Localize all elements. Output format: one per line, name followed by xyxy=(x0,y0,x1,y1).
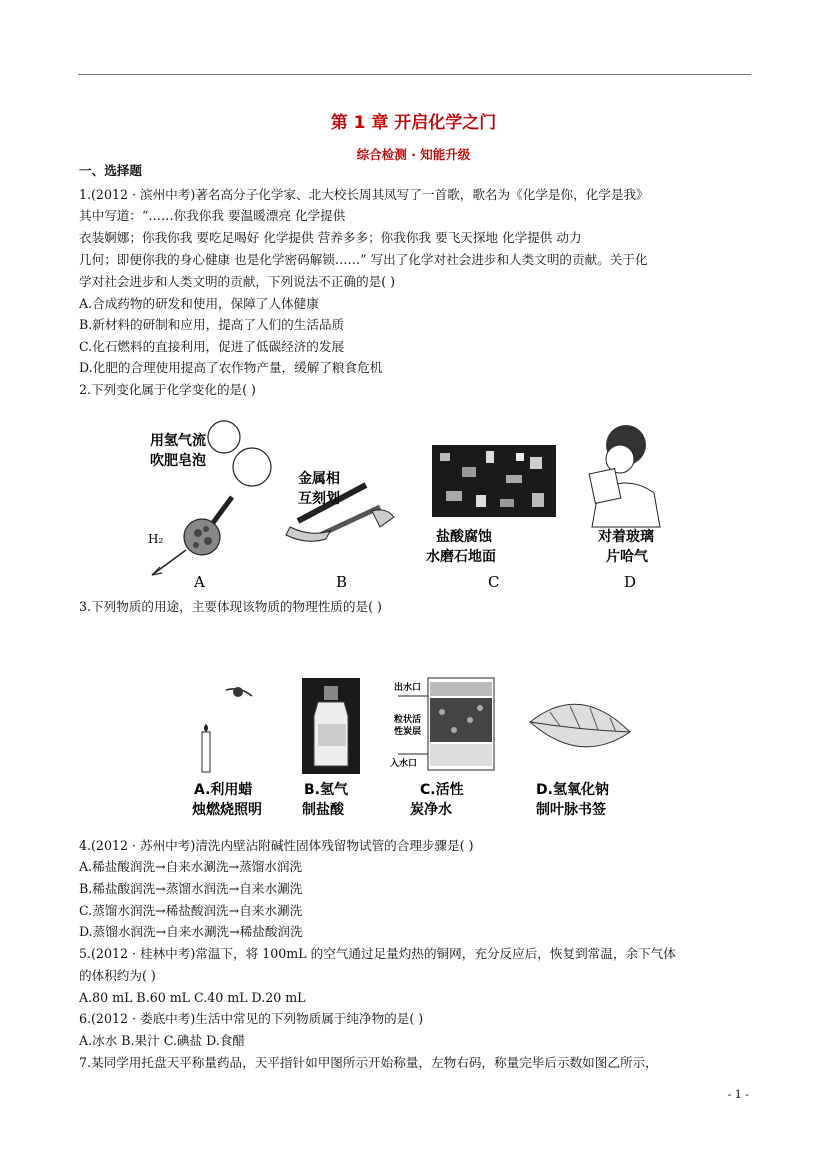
d-label-line2: 片哈气 xyxy=(606,549,648,565)
question-line: 2.下列变化属于化学变化的是( ) xyxy=(79,382,256,397)
layer-label-line1: 粒状活 xyxy=(394,715,422,725)
option-line: C.化石燃料的直接利用，促进了低碳经济的发展 xyxy=(79,339,345,354)
q2-figure xyxy=(140,415,680,595)
d-label-line1: D.氢氧化钠 xyxy=(536,782,609,798)
layer-label-line2: 性炭层 xyxy=(394,727,422,737)
a-label-line1: A.利用蜡 xyxy=(194,782,253,798)
a-label-line2: 吹肥皂泡 xyxy=(150,453,206,469)
candle-illustration xyxy=(202,687,252,772)
letter-b: B xyxy=(336,573,348,591)
h2-label: H₂ xyxy=(148,532,164,546)
text-line: 学对社会进步和人类文明的贡献，下列说法不正确的是( ) xyxy=(79,274,396,289)
b-label-line1: 金属相 xyxy=(298,471,340,487)
letter-d: D xyxy=(624,573,637,591)
question-line: 5.(2012 · 桂林中考)常温下，将 100mL 的空气通过足量灼热的铜网，充分反应后，恢复到常温，余下气体 xyxy=(79,946,676,961)
letter-c: C xyxy=(488,573,500,591)
a-label-line2: 烛燃烧照明 xyxy=(192,802,262,818)
question-line: 7.某同学用托盘天平称量药品，天平指针如甲图所示开始称量，左物右码，称量完毕后示数如图乙所示， xyxy=(79,1055,658,1070)
girl-breathing-illustration xyxy=(589,425,660,527)
d-label-line2: 制叶脉书签 xyxy=(536,802,606,818)
option-line: D.化肥的合理使用提高了农作物产量，缓解了粮食危机 xyxy=(79,360,383,375)
option-line: A.80 mL B.60 mL C.40 mL D.20 mL xyxy=(79,990,306,1005)
c-label-line2: 炭净水 xyxy=(410,802,452,818)
b-label-line1: B.氢气 xyxy=(304,782,348,798)
option-line: D.蒸馏水润洗→自来水涮洗→稀盐酸润洗 xyxy=(79,924,303,939)
text-line: 其中写道：“……你我你我 要温暖漂亮 化学提供 xyxy=(79,208,346,223)
terrazzo-floor-illustration xyxy=(432,445,556,517)
leaf-illustration xyxy=(530,704,630,747)
c-label-line1: C.活性 xyxy=(420,782,464,798)
a-label-line1: 用氢气流 xyxy=(150,433,206,449)
option-line: B.稀盐酸润洗→蒸馏水润洗→自来水涮洗 xyxy=(79,881,303,896)
b-label-line2: 互刻划 xyxy=(298,491,340,507)
c-label-line1: 盐酸腐蚀 xyxy=(436,529,492,545)
header-rule xyxy=(78,74,751,75)
hydrogen-bottle-illustration xyxy=(302,678,360,774)
text-line: 衣装婀娜；你我你我 要吃足喝好 化学提供 营养多多；你我你我 要飞天探地 化学提供 动力 xyxy=(79,230,582,245)
b-label-line2: 制盐酸 xyxy=(302,802,344,818)
chapter-title: 第 1 章 开启化学之门 xyxy=(330,113,497,133)
section-subtitle: 综合检测 · 知能升级 xyxy=(356,147,471,162)
c-label-line2: 水磨石地面 xyxy=(426,549,496,565)
q3-figure xyxy=(180,668,660,828)
page-number: - 1 - xyxy=(727,1088,749,1101)
option-line: A.冰水 B.果汁 C.碘盐 D.食醋 xyxy=(79,1033,245,1048)
option-line: A.合成药物的研发和使用，保障了人体健康 xyxy=(79,296,319,311)
text-line: 几何；即便你我的身心健康 也是化学密码解锁……” 写出了化学对社会进步和人类文明的贡献。关于化 xyxy=(79,252,648,267)
outlet-label: 出水口 xyxy=(394,683,422,693)
option-line: B.新材料的研制和应用，提高了人们的生活品质 xyxy=(79,317,345,332)
option-line: A.稀盐酸润洗→自来水涮洗→蒸馏水润洗 xyxy=(79,859,303,874)
inlet-label: 入水口 xyxy=(390,759,418,769)
text-line: 1.(2012 · 滨州中考)著名高分子化学家、北大校长周其凤写了一首歌，歌名为《化学是你，化学是我》 xyxy=(79,187,649,202)
question-line: 6.(2012 · 娄底中考)生活中常见的下列物质属于纯净物的是( ) xyxy=(79,1011,424,1026)
question-line: 的体积约为( ) xyxy=(79,968,156,983)
question-line: 4.(2012 · 苏州中考)清洗内壁沾附碱性固体残留物试管的合理步骤是( ) xyxy=(79,838,474,853)
question-line: 3.下列物质的用途，主要体现该物质的物理性质的是( ) xyxy=(79,599,382,614)
option-line: C.蒸馏水润洗→稀盐酸润洗→自来水涮洗 xyxy=(79,903,303,918)
section-heading: 一、选择题 xyxy=(79,163,142,178)
d-label-line1: 对着玻璃 xyxy=(598,529,654,545)
letter-a: A xyxy=(194,573,205,591)
